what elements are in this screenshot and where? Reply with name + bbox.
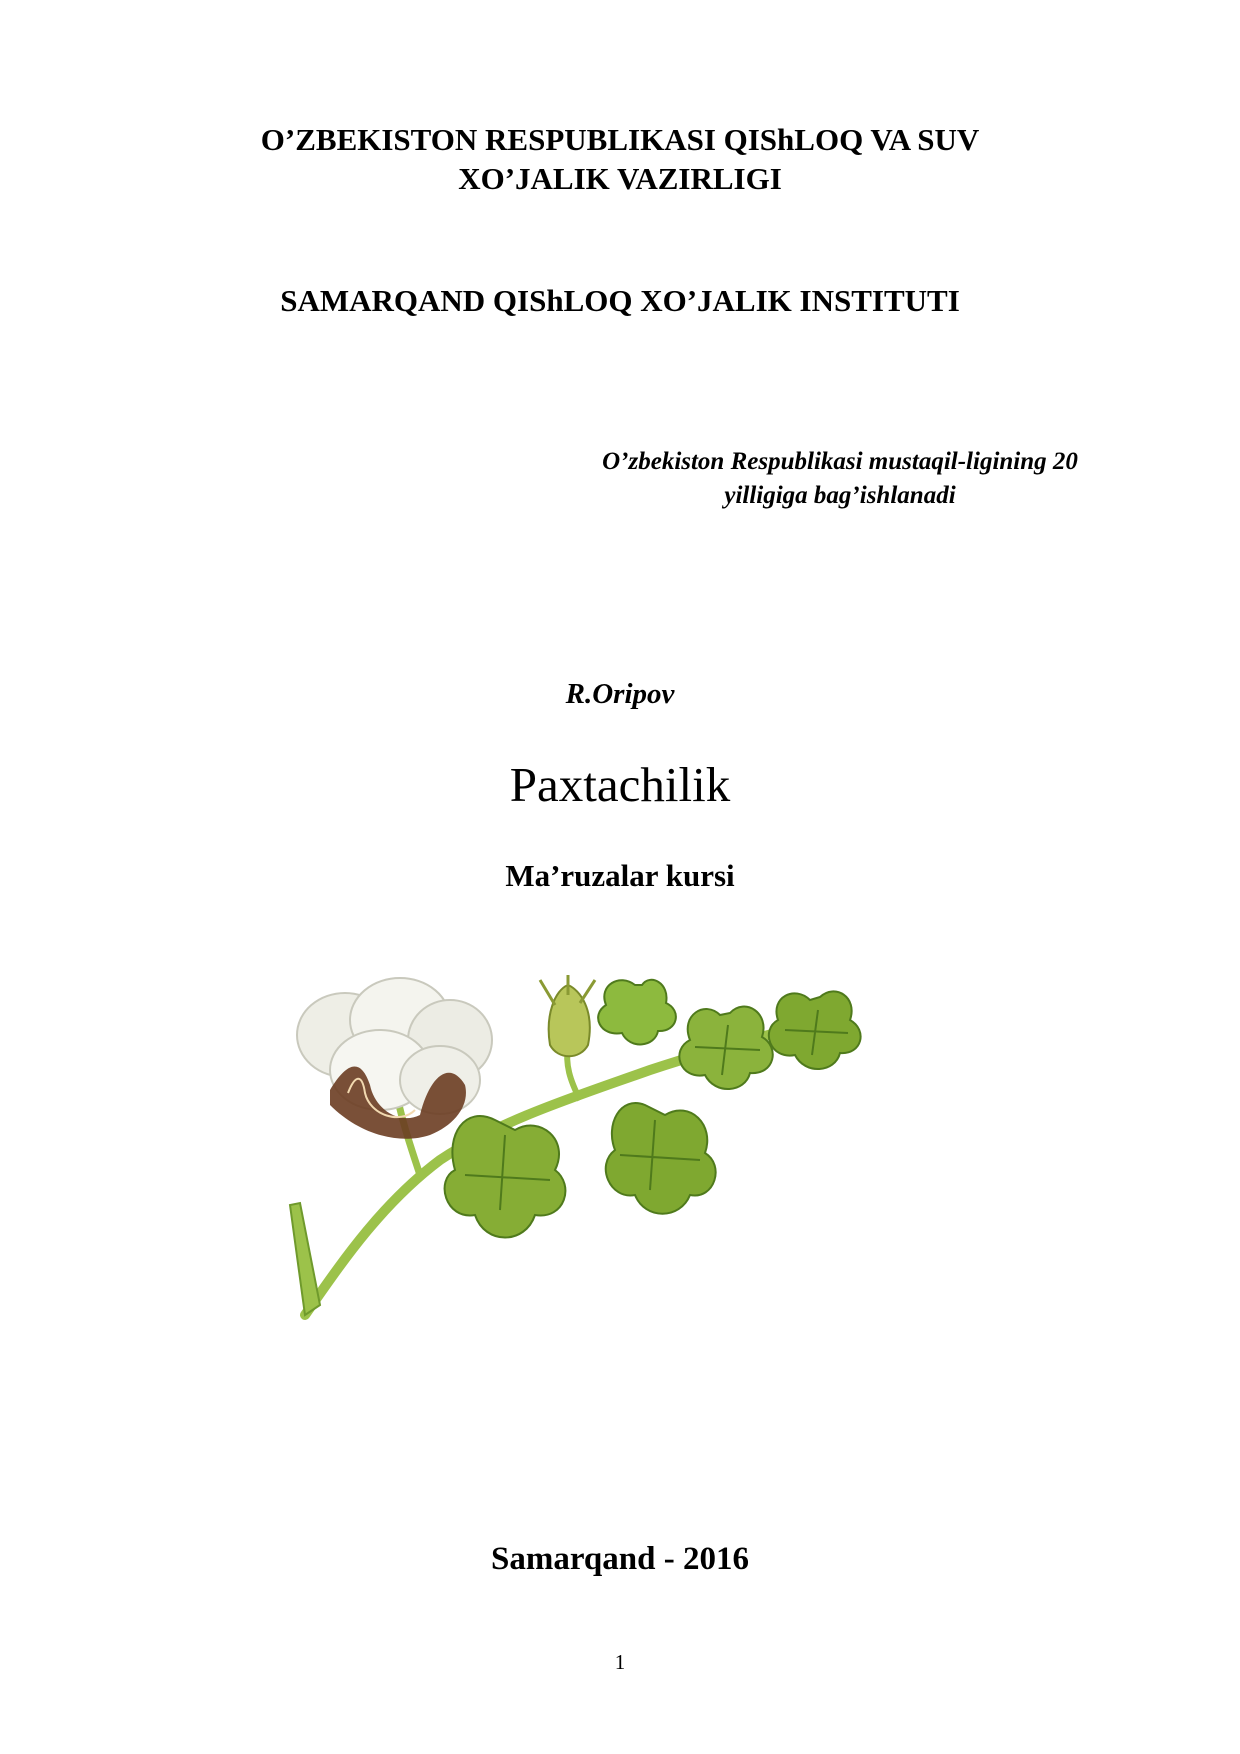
author-name: R.Oripov (565, 678, 675, 710)
dedication-line-2: yilligiga bag’ishlanadi (724, 482, 956, 509)
dedication-line-1: O’zbekiston Respublikasi mustaqil-ligining 20 (602, 448, 1078, 475)
page-number: 1 (614, 1650, 626, 1674)
book-title: Paxtachilik (509, 757, 731, 812)
cotton-leaves (445, 980, 861, 1238)
cotton-boll (297, 978, 492, 1139)
cotton-branch-icon (250, 975, 990, 1375)
book-subtitle: Ma’ruzalar kursi (505, 858, 735, 893)
stem-cut (290, 1203, 320, 1315)
institute-name: SAMARQAND QIShLOQ XO’JALIK INSTITUTI (280, 283, 960, 318)
ministry-title-line-2: XO’JALIK VAZIRLIGI (458, 161, 782, 196)
cotton-bud (540, 975, 595, 1056)
ministry-title-line-1: O’ZBEKISTON RESPUBLIKASI QIShLOQ VA SUV (260, 122, 980, 157)
place-and-year: Samarqand - 2016 (491, 1541, 749, 1577)
